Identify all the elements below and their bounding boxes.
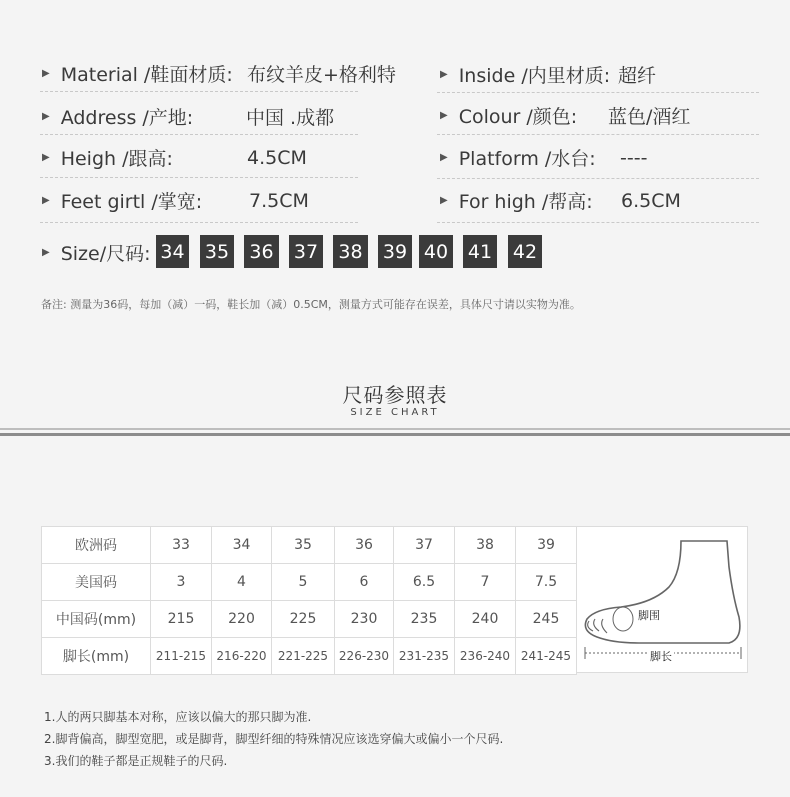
table-cell: 231-235	[394, 638, 455, 675]
table-cell: 220	[212, 601, 272, 638]
arrow-right-icon: ▶	[440, 110, 448, 121]
size-option[interactable]: 36	[244, 235, 279, 268]
tip-item: 1.人的两只脚基本对称，应该以偏大的那只脚为准.	[44, 710, 312, 724]
spec-label: For high /帮高:	[458, 191, 593, 213]
spec-value: 中国 .成都	[246, 107, 335, 129]
spec-label: Colour /颜色:	[458, 106, 578, 128]
foot-diagram	[576, 526, 748, 673]
divider	[40, 91, 358, 92]
arrow-right-icon: ▶	[42, 195, 50, 206]
divider	[0, 433, 790, 436]
row-header: 欧洲码	[42, 527, 151, 564]
table-cell: 37	[394, 527, 455, 564]
table-cell: 240	[455, 601, 516, 638]
spec-row-feet-girth	[42, 187, 309, 214]
spec-label: Inside /内里材质:	[458, 65, 611, 87]
spec-value: 4.5CM	[247, 146, 307, 169]
table-cell: 3	[151, 564, 212, 601]
arrow-right-icon: ▶	[440, 195, 448, 206]
size-option[interactable]: 40	[419, 235, 453, 268]
table-cell: 235	[394, 601, 455, 638]
spec-row-heel-height	[42, 144, 307, 171]
row-header: 脚长(mm)	[42, 638, 151, 675]
divider	[40, 177, 358, 178]
spec-label: Feet girtl /掌宽:	[60, 191, 203, 213]
spec-value: 6.5CM	[621, 189, 681, 212]
size-option[interactable]: 39	[378, 235, 412, 268]
size-option[interactable]: 35	[200, 235, 234, 268]
row-header: 美国码	[42, 564, 151, 601]
table-row	[42, 527, 577, 564]
size-option[interactable]: 34	[156, 235, 189, 268]
table-cell: 6.5	[394, 564, 455, 601]
spec-label: Platform /水台:	[458, 148, 596, 170]
measurement-note: 备注: 测量为36码，每加（减）一码，鞋长加（减）0.5CM，测量方式可能存在误差，具体尺寸请以实物为准。	[41, 298, 581, 311]
spec-row-colour	[440, 102, 691, 129]
divider	[437, 222, 759, 223]
tip-item: 3.我们的鞋子都是正规鞋子的尺码.	[44, 754, 228, 768]
spec-row-inside	[440, 61, 657, 88]
row-header: 中国码(mm)	[42, 601, 151, 638]
table-cell: 5	[272, 564, 335, 601]
table-cell: 7.5	[516, 564, 577, 601]
table-row	[42, 564, 577, 601]
size-label: Size/尺码:	[60, 243, 151, 265]
spec-value: ----	[620, 146, 648, 169]
table-cell: 4	[212, 564, 272, 601]
arrow-right-icon: ▶	[42, 247, 50, 258]
size-option[interactable]: 42	[508, 235, 542, 268]
spec-label: Heigh /跟高:	[60, 148, 173, 170]
divider	[437, 92, 759, 93]
table-cell: 225	[272, 601, 335, 638]
table-cell: 33	[151, 527, 212, 564]
arrow-right-icon: ▶	[42, 111, 50, 122]
table-row	[42, 638, 577, 675]
table-cell: 245	[516, 601, 577, 638]
divider	[437, 178, 759, 179]
spec-label: Address /产地:	[60, 107, 194, 129]
table-cell: 221-225	[272, 638, 335, 675]
table-cell: 226-230	[335, 638, 394, 675]
tip-item: 2.脚背偏高，脚型宽肥，或是脚背，脚型纤细的特殊情况应该选穿偏大或偏小一个尺码.	[44, 732, 504, 746]
table-cell: 211-215	[151, 638, 212, 675]
table-cell: 38	[455, 527, 516, 564]
spec-value: 超纤	[618, 65, 657, 87]
spec-row-material	[42, 60, 396, 87]
divider	[437, 134, 759, 135]
divider	[0, 428, 790, 430]
divider	[40, 134, 358, 135]
table-cell: 6	[335, 564, 394, 601]
spec-label: Material /鞋面材质:	[60, 64, 233, 86]
size-option[interactable]: 41	[463, 235, 497, 268]
spec-value: 7.5CM	[249, 189, 309, 212]
table-cell: 35	[272, 527, 335, 564]
table-cell: 39	[516, 527, 577, 564]
arrow-right-icon: ▶	[42, 68, 50, 79]
spec-row-for-high	[440, 187, 681, 214]
table-cell: 34	[212, 527, 272, 564]
table-cell: 216-220	[212, 638, 272, 675]
arrow-right-icon: ▶	[440, 152, 448, 163]
spec-value: 蓝色/酒红	[608, 106, 691, 128]
table-cell: 241-245	[516, 638, 577, 675]
size-option[interactable]: 37	[289, 235, 323, 268]
size-chart-title: 尺码参照表	[342, 383, 448, 407]
foot-girth-label: 脚围	[638, 609, 660, 622]
table-cell: 215	[151, 601, 212, 638]
table-cell: 236-240	[455, 638, 516, 675]
table-cell: 36	[335, 527, 394, 564]
spec-row-address	[42, 103, 335, 130]
size-row	[42, 239, 151, 266]
size-chart-subtitle: SIZE CHART	[350, 407, 440, 418]
foot-length-label: 脚长	[650, 650, 672, 663]
size-table	[41, 526, 577, 675]
divider	[40, 222, 358, 223]
arrow-right-icon: ▶	[440, 69, 448, 80]
arrow-right-icon: ▶	[42, 152, 50, 163]
spec-row-platform	[440, 144, 648, 171]
table-row	[42, 601, 577, 638]
table-cell: 7	[455, 564, 516, 601]
size-option[interactable]: 38	[333, 235, 368, 268]
table-cell: 230	[335, 601, 394, 638]
spec-value: 布纹羊皮+格利特	[247, 64, 396, 86]
